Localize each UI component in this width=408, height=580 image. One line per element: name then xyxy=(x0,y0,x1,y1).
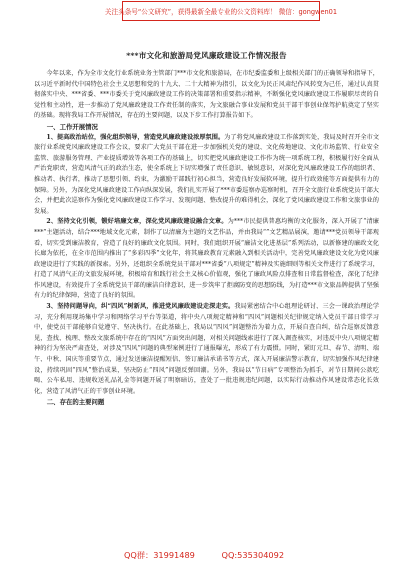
paragraph-3 xyxy=(34,302,379,397)
paragraph-1-lead: 1、提高政治站位，强化组织领导，营造党风廉政建设浓厚氛围。 xyxy=(46,133,225,141)
document-page xyxy=(34,50,379,408)
footer-qq-group: QQ群：31991489 xyxy=(123,550,195,560)
intro-paragraph: 今年以来，作为全市文化行业系统业务主管部门***市文化和旅游局，在市纪委监委和上级相关部门的正确领导和指导下，以习近平新时代中国特色社会主义思想和党的十九大、二十大精神为指引，以文化为民正风肃纪作风转变为己任，通过认真贯彻落实中央、***省委、***市委关于党风廉政建设工作的决策部署和重要指示精神，不断强化党风廉政建设工作履职尽责的自觉性和主动性，进一步推动了党风廉政建设工作责任制的落实，为文旅融合事业发展和党员干部干事创业保驾护航奠定了坚实的基础。现将我局工作开展情况，存在的主要问题，以及下步工作打算报告如下。 xyxy=(34,70,379,120)
paragraph-1 xyxy=(34,133,379,218)
section-heading-1: 一、工作开展情况 xyxy=(46,122,98,131)
paragraph-2-body: 为***市民提供普惠均衡的文化服务，深入开展了“清廉***”主题活动，结合***地域文化元素，制作了以清廉为主题的文艺作品，并由我局“”文艺精品展演，邀请***党员领导干部观看，切实受到廉洁教育，营造了良好的廉政文化氛围。同时，我们组织开展“廉洁文化进基层”系列活动，以新修建的廉政文化长廊为依托，在全市范围内推出了“多彩四季”文化年，将其廉政教育元素融入到相关活动中，完善党风廉政建设文化为党风廉政建设进行了实践的新探索。另外，还组织全系统党员干部对***省委“八项规定”精神及实施细则等相关文件进行了系统学习，打造了风清气正的文旅发展环境，积极培育和践行社会主义核心价值观，强化了廉政风险点排查和日常监督检查，深化了纪律作风建设，有效提升了全系统党员干部的廉洁自律意识，进一步筑牢了拒腐防变的思想防线，为打造***市文旅品牌提供了坚强有力的纪律保障，营造了良好的氛围。 xyxy=(34,218,379,300)
paragraph-1-body: 为了将党风廉政建设工作落到实处，我局及时召开全市文旅行业系统党风廉政建设工作会议，要求广大党员干部在进一步加强机关党的建设、文化传地建设、文化市场监管、行业安全监管、旅游服务管理、产业提质增效等各项工作的基础上，切实把党风廉政建设工作作为统一项系统工程，积极履行好全面从严治党职责，营造风清气正的政治生态，使全系统上下切实增强了责任意识、敏锐意识，对深化党风廉政建设工作的组织者、推动者、执行者，推动了思想引领、约束，为激励干部践行初心担当，营造良好发展软环境，提升行政效能等方面提供有力的保障。另外，为深化党风廉政建设工作向纵深发展，我们扎实开展了***市委巡察办巡察时机，召开全文旅行业系统党员干部大会，并把此次巡察作为强化党风廉政建设工作学习、发现问题、整改提升的难得机会，深化了党风廉政建设工作和文旅事业的发展。 xyxy=(34,133,380,215)
document-title: ***市文化和旅游局党风廉政建设工作情况报告 xyxy=(126,51,287,60)
paragraph-2 xyxy=(34,217,379,302)
paragraph-3-lead: 3、坚持问题导向，纠“四风”树新风，推进党风廉政建设走深走实。 xyxy=(46,303,235,311)
footer xyxy=(0,550,408,561)
footer-qq: QQ:535304092 xyxy=(221,550,285,560)
paragraph-2-lead: 2、坚持文化引领，锻好培廉文章，深化党风廉政建设融合文章。 xyxy=(46,218,228,226)
promo-banner: 关注头条号“公文研究”，获得最新全最专业的公文资料库！ 微信：gongwen01 xyxy=(122,1,320,21)
paragraph-3-body: 我局紧密结合中心组理论研讨、三会一课政治理论学习，充分利用现场集中学习和网络学习平台等渠道，将中央八项规定精神和“四风”问题相关纪律规定纳入党员干部日常学习中，使党员干部能够自觉遵守、坚决执行。在此基础上，我局以“四风”问题整治为着力点，开展自查自纠，结合巡察反馈意见，查找、梳理、整改文旅系统中存在的“四风”方面突出问题，对相关问题线索进行了深入调查核实，对违反中央八项规定精神的行为坚决严肃查处，对涉及“四风”问题的典型案例进行了通报曝光，形成了有力震慑。同时，紧盯元旦、春节、清明、端午、中秋、国庆等重要节点，通过发送廉洁提醒短信、签订廉洁承诺书等方式，深入开展廉洁警示教育，切实加强作风纪律建设，持续巩固“四风”整治成果，坚决防止“四风”问题反弹回潮。另外，我局以“节日病”专项整治为抓手，对节日期间公款吃喝、公车私用、违规收送礼品礼金等问题开展了明察暗访，查处了一批违规违纪问题，以实际行动推动作风建设常态化长效化，营造了风清气正的干事创业环境。 xyxy=(34,303,380,395)
section-heading-2: 二、存在的主要问题 xyxy=(46,398,105,407)
